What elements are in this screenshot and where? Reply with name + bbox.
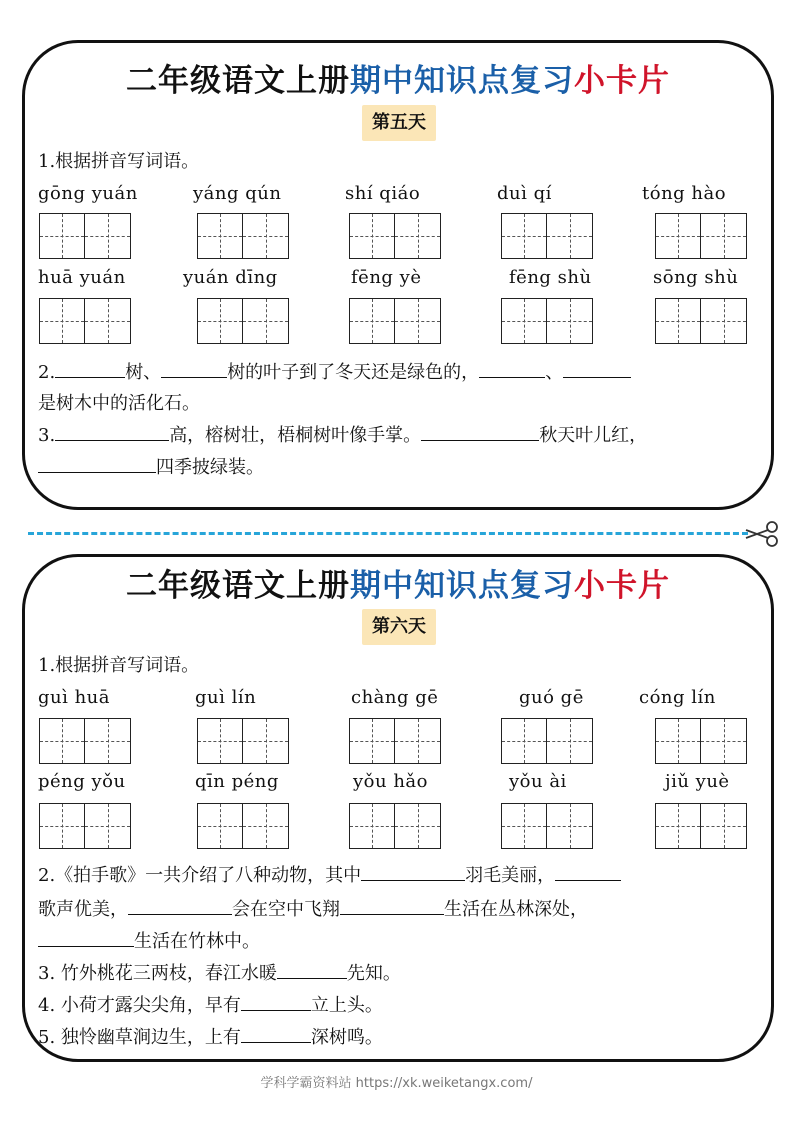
char-box[interactable] (547, 213, 593, 259)
title-part-blue: 期中知识点复习 (350, 63, 574, 99)
pinyin-label: chàng gē (351, 687, 439, 708)
question-text: 2.《拍手歌》一共介绍了八种动物，其中 (38, 865, 362, 886)
char-box[interactable] (243, 803, 289, 849)
question-text: 四季披绿装。 (156, 457, 264, 478)
writing-grid[interactable] (349, 298, 441, 344)
question-text: 立上头。 (310, 995, 383, 1016)
writing-grid[interactable] (39, 803, 131, 849)
writing-grid[interactable] (197, 298, 289, 344)
pinyin-label: guó gē (519, 687, 584, 708)
question-3 (38, 423, 757, 449)
answer-blank[interactable] (555, 863, 621, 881)
answer-blank[interactable] (38, 929, 134, 947)
answer-blank[interactable] (55, 360, 125, 378)
question-text: 树、 (125, 362, 162, 383)
cut-line (28, 532, 748, 535)
char-box[interactable] (501, 803, 547, 849)
question-number: 3. (38, 425, 56, 446)
question-3 (38, 961, 757, 987)
title-part-blue: 期中知识点复习 (350, 568, 574, 604)
writing-grid[interactable] (39, 718, 131, 764)
review-card-day5 (22, 40, 774, 510)
char-box[interactable] (243, 718, 289, 764)
char-box[interactable] (197, 213, 243, 259)
answer-blank[interactable] (361, 863, 465, 881)
char-box[interactable] (39, 803, 85, 849)
answer-blank[interactable] (277, 961, 347, 979)
writing-grid[interactable] (655, 213, 747, 259)
pinyin-label: péng yǒu (38, 771, 126, 792)
writing-grid[interactable] (349, 803, 441, 849)
char-box[interactable] (655, 213, 701, 259)
question-2 (38, 863, 757, 889)
char-box[interactable] (349, 718, 395, 764)
question-text: 、 (545, 362, 564, 383)
pinyin-label: jiǔ yuè (665, 771, 730, 792)
answer-blank[interactable] (55, 423, 169, 441)
writing-grid[interactable] (349, 213, 441, 259)
question-text: 高，榕树壮，梧桐树叶像手掌。 (169, 425, 422, 446)
char-box[interactable] (85, 298, 131, 344)
pinyin-label: yáng qún (193, 183, 282, 204)
char-box[interactable] (701, 213, 747, 259)
char-box[interactable] (701, 803, 747, 849)
pinyin-label: cóng lín (639, 687, 716, 708)
char-box[interactable] (349, 803, 395, 849)
question-text: 会在空中飞翔 (232, 899, 340, 920)
char-box[interactable] (85, 718, 131, 764)
char-box[interactable] (547, 718, 593, 764)
char-box[interactable] (701, 718, 747, 764)
writing-grid[interactable] (197, 803, 289, 849)
char-box[interactable] (501, 298, 547, 344)
pinyin-label: fēng shù (509, 267, 592, 288)
answer-blank[interactable] (161, 360, 227, 378)
char-box[interactable] (349, 298, 395, 344)
title-part-black: 二年级语文上册 (126, 568, 350, 604)
question-text: 5. 独怜幽草涧边生，上有 (38, 1027, 241, 1048)
scissors-icon (742, 520, 782, 548)
writing-grid[interactable] (655, 298, 747, 344)
title-part-red: 小卡片 (574, 63, 670, 99)
writing-grid[interactable] (197, 213, 289, 259)
answer-blank[interactable] (421, 423, 539, 441)
char-box[interactable] (501, 718, 547, 764)
question-text: 秋天叶儿红， (539, 425, 648, 446)
char-box[interactable] (547, 803, 593, 849)
pinyin-label: shí qiáo (345, 183, 421, 204)
pinyin-label: fēng yè (351, 267, 422, 288)
pinyin-label: yǒu hǎo (353, 771, 428, 792)
question-text: 歌声优美， (38, 899, 128, 920)
card-title (25, 560, 771, 605)
char-box[interactable] (243, 298, 289, 344)
question-number: 2. (38, 362, 56, 383)
question-text: 4. 小荷才露尖尖角，早有 (38, 995, 241, 1016)
title-part-black: 二年级语文上册 (126, 63, 350, 99)
question-text: 深树鸣。 (310, 1027, 383, 1048)
char-box[interactable] (197, 298, 243, 344)
char-box[interactable] (395, 718, 441, 764)
question-text: 生活在丛林深处， (444, 899, 588, 920)
writing-grid[interactable] (655, 803, 747, 849)
question-1-label: 1.根据拼音写词语。 (38, 151, 200, 172)
pinyin-label: sōng shù (653, 267, 739, 288)
pinyin-label: guì lín (195, 687, 257, 708)
question-text: 生活在竹林中。 (134, 931, 260, 952)
char-box[interactable] (655, 718, 701, 764)
char-box[interactable] (243, 213, 289, 259)
pinyin-label: yǒu ài (509, 771, 567, 792)
char-box[interactable] (547, 298, 593, 344)
question-text: 树的叶子到了冬天还是绿色的， (227, 362, 480, 383)
pinyin-label: yuán dīng (183, 267, 278, 288)
answer-blank[interactable] (241, 1025, 311, 1043)
char-box[interactable] (501, 213, 547, 259)
char-box[interactable] (197, 803, 243, 849)
writing-grid[interactable] (39, 213, 131, 259)
char-box[interactable] (655, 298, 701, 344)
question-2-line2 (38, 897, 757, 923)
title-part-red: 小卡片 (574, 568, 670, 604)
char-box[interactable] (39, 298, 85, 344)
question-5 (38, 1025, 757, 1051)
question-2 (38, 360, 757, 386)
answer-blank[interactable] (563, 360, 631, 378)
char-box[interactable] (85, 803, 131, 849)
pinyin-label: guì huā (38, 687, 111, 708)
char-box[interactable] (39, 718, 85, 764)
writing-grid[interactable] (501, 298, 593, 344)
char-box[interactable] (395, 298, 441, 344)
pinyin-label: gōng yuán (38, 183, 138, 204)
review-card-day6 (22, 554, 774, 1062)
footer-source: 学科学霸资料站 https://xk.weiketangx.com/ (260, 1076, 533, 1091)
char-box[interactable] (197, 718, 243, 764)
day-badge: 第六天 (362, 609, 436, 645)
answer-blank[interactable] (38, 455, 156, 473)
char-box[interactable] (349, 213, 395, 259)
pinyin-label: huā yuán (38, 267, 126, 288)
pinyin-label: qīn péng (195, 771, 279, 792)
question-text: 先知。 (346, 963, 401, 984)
answer-blank[interactable] (340, 897, 444, 915)
question-4 (38, 993, 757, 1019)
writing-grid[interactable] (501, 803, 593, 849)
char-box[interactable] (395, 213, 441, 259)
pinyin-label: tóng hào (642, 183, 727, 204)
pinyin-label: duì qí (497, 183, 552, 204)
writing-grid[interactable] (655, 718, 747, 764)
question-2-line3 (38, 929, 757, 955)
answer-blank[interactable] (479, 360, 545, 378)
writing-grid[interactable] (501, 213, 593, 259)
answer-blank[interactable] (128, 897, 232, 915)
day-badge: 第五天 (362, 105, 436, 141)
char-box[interactable] (655, 803, 701, 849)
char-box[interactable] (395, 803, 441, 849)
writing-grid[interactable] (39, 298, 131, 344)
writing-grid[interactable] (349, 718, 441, 764)
question-3-line2 (38, 455, 757, 481)
question-text: 羽毛美丽， (465, 865, 556, 886)
card-title (25, 55, 771, 100)
char-box[interactable] (701, 298, 747, 344)
question-1-label: 1.根据拼音写词语。 (38, 655, 200, 676)
question-2-line2: 是树木中的活化石。 (38, 393, 200, 414)
answer-blank[interactable] (241, 993, 311, 1011)
char-box[interactable] (85, 213, 131, 259)
writing-grid[interactable] (501, 718, 593, 764)
question-text: 3. 竹外桃花三两枝，春江水暖 (38, 963, 277, 984)
writing-grid[interactable] (197, 718, 289, 764)
char-box[interactable] (39, 213, 85, 259)
